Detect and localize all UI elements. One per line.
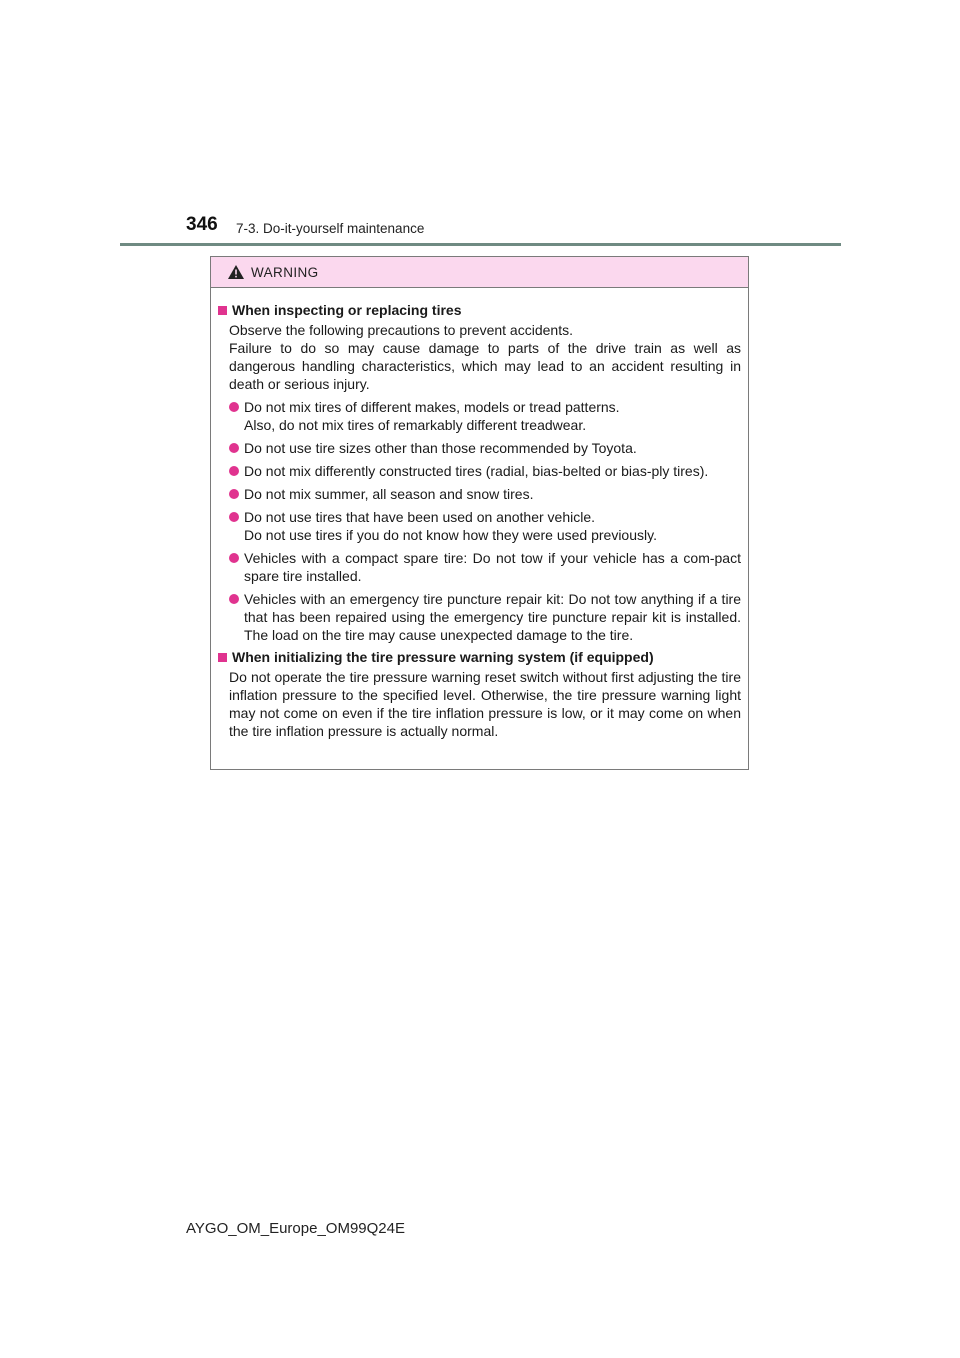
circle-bullet-icon bbox=[229, 402, 239, 412]
paragraph: Observe the following precautions to prevent accidents. bbox=[229, 322, 573, 338]
list-item-text: Do not mix tires of different makes, models or tread patterns. bbox=[244, 399, 620, 415]
document-id: AYGO_OM_Europe_OM99Q24E bbox=[186, 1220, 405, 1237]
warning-header bbox=[211, 257, 748, 288]
square-bullet-icon bbox=[218, 653, 227, 662]
list-item bbox=[218, 462, 741, 480]
circle-bullet-icon bbox=[229, 594, 239, 604]
list-item-text: Do not use tires that have been used on another vehicle. bbox=[244, 509, 596, 525]
list-item-text: Do not mix differently constructed tires (radial, bias-belted or bias-ply tires). bbox=[244, 463, 709, 479]
warning-body bbox=[211, 288, 748, 740]
circle-bullet-icon bbox=[229, 512, 239, 522]
list-item-text: Vehicles with a compact spare tire: Do not tow if your vehicle has a com-pact spare tire installed. bbox=[244, 550, 741, 584]
list-item-text: Do not mix summer, all season and snow tires. bbox=[244, 486, 534, 502]
warning-triangle-icon bbox=[227, 264, 245, 280]
circle-bullet-icon bbox=[229, 553, 239, 563]
list-item-text: Do not use tire sizes other than those recommended by Toyota. bbox=[244, 440, 637, 456]
warning-box bbox=[210, 256, 749, 770]
list-item bbox=[218, 549, 741, 585]
circle-bullet-icon bbox=[229, 466, 239, 476]
section-heading bbox=[218, 648, 741, 666]
list-item bbox=[218, 439, 741, 457]
list-item-text: Also, do not mix tires of remarkably different treadwear. bbox=[244, 417, 587, 433]
list-item bbox=[218, 398, 741, 434]
list-item bbox=[218, 590, 741, 644]
paragraph: Failure to do so may cause damage to parts of the drive train as well as dangerous handling characteristics, which may lead to an accident resulting in death or serious injury. bbox=[229, 340, 741, 392]
header-rule bbox=[120, 243, 841, 246]
square-bullet-icon bbox=[218, 306, 227, 315]
list-item bbox=[218, 508, 741, 544]
list-item-text: Do not use tires if you do not know how they were used previously. bbox=[244, 527, 657, 543]
list-item-text: Vehicles with an emergency tire puncture repair kit: Do not tow anything if a tire that has been repaired using the emergency tire puncture repair kit is installed. The load on the tire may cause unexpected damage to the tire. bbox=[244, 591, 741, 643]
circle-bullet-icon bbox=[229, 489, 239, 499]
circle-bullet-icon bbox=[229, 443, 239, 453]
warning-title: WARNING bbox=[251, 264, 319, 280]
section-heading-text: When initializing the tire pressure warning system (if equipped) bbox=[232, 649, 654, 665]
list-item bbox=[218, 485, 741, 503]
section-heading bbox=[218, 301, 741, 319]
section-heading-text: When inspecting or replacing tires bbox=[232, 302, 462, 318]
page-number: 346 bbox=[186, 214, 218, 235]
paragraph: Do not operate the tire pressure warning reset switch without first adjusting the tire inflation pressure to the specified level. Otherwise, the tire pressure warning light may not come on even if the tire inflation pressure is low, or it may come on when the tire inflation pressure is actually normal. bbox=[229, 669, 741, 739]
section-title: 7-3. Do-it-yourself maintenance bbox=[236, 221, 425, 236]
